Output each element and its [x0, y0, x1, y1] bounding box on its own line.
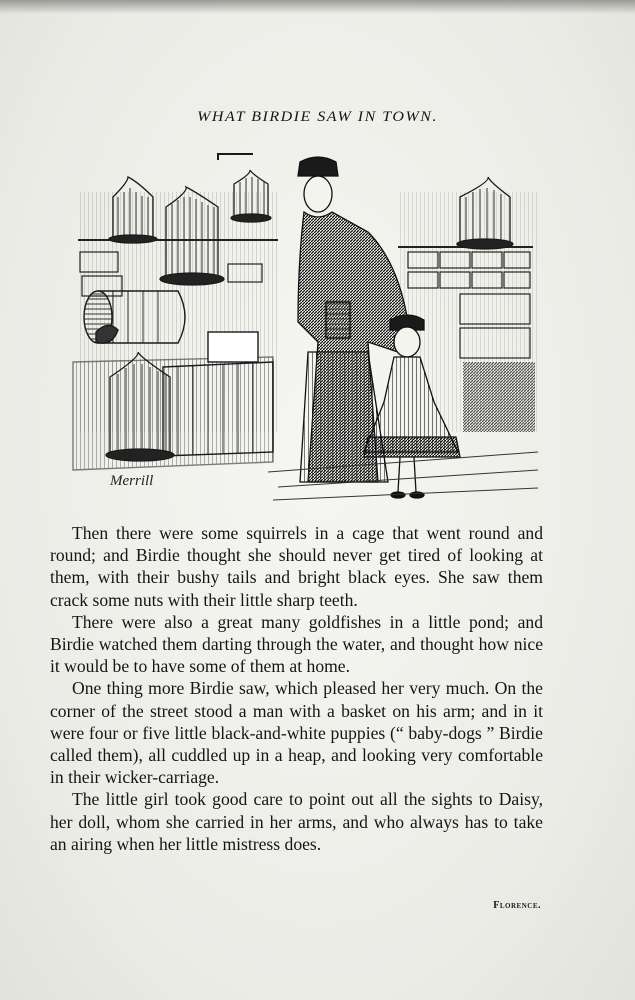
paragraph-2: There were also a great many goldfishes in a little pond; and Birdie watched them darting through the water, and thought how nice it would be to have some of them at home. [50, 611, 543, 677]
artist-signature: Merrill [110, 473, 154, 489]
engraving-illustration [68, 152, 538, 507]
author-signature: Florence. [493, 900, 541, 911]
paragraph-3: One thing more Birdie saw, which pleased her very much. On the corner of the street stood a man with a basket on his arm; and in it were four or five little black-and-white puppies (“ baby-dogs ” Birdie called them), all cuddled up in a heap, and looking very comfortable in their wicker-carriage. [50, 678, 543, 788]
paragraph-1: Then there were some squirrels in a cage that went round and round; and Birdie thought she should never get tired of looking at them, with their bushy tails and bright black eyes. She saw them crack some nuts with their little sharp teeth. [50, 523, 543, 610]
story-text [50, 522, 543, 855]
running-head: WHAT BIRDIE SAW IN TOWN. [197, 108, 438, 125]
bird-shop-engraving [68, 152, 538, 507]
page-edge-shadow [0, 0, 635, 14]
paragraph-4: The little girl took good care to point out all the sights to Daisy, her doll, whom she carried in her arms, and who always has to take an airing when her little mistress does. [50, 789, 543, 854]
